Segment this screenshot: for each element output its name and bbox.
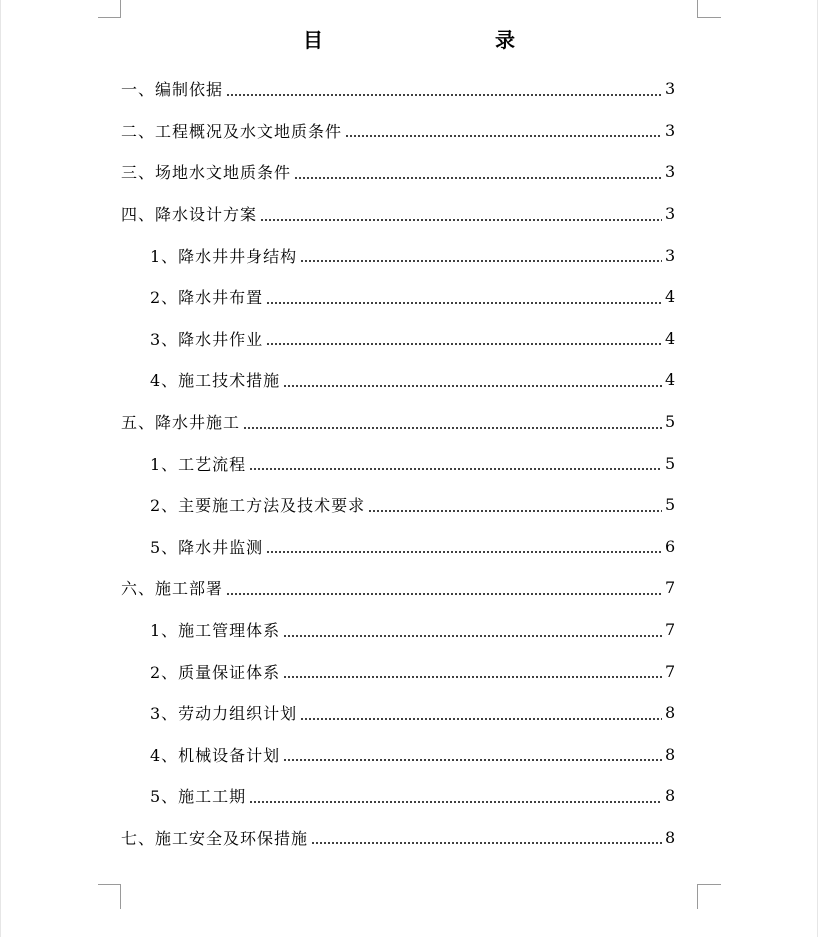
- toc-dot-leader: [345, 135, 662, 137]
- toc-entry[interactable]: [121, 401, 675, 443]
- toc-dot-leader: [300, 718, 662, 720]
- toc-dot-leader: [294, 177, 662, 179]
- toc-entry-page: 5: [665, 412, 676, 432]
- toc-entry-label: 3、降水井作业: [150, 329, 264, 349]
- toc-dot-leader: [283, 385, 662, 387]
- toc-entry-page: 3: [665, 120, 676, 140]
- toc-entry-page: 3: [665, 204, 676, 224]
- toc-entry-page: 7: [665, 661, 676, 681]
- toc-dot-leader: [249, 801, 662, 803]
- toc-dot-leader: [283, 759, 662, 761]
- toc-subentry[interactable]: [121, 775, 675, 817]
- toc-entry-label: 2、主要施工方法及技术要求: [150, 496, 366, 516]
- toc-subentry[interactable]: [121, 276, 675, 318]
- toc-entry-label: 5、施工工期: [150, 787, 247, 807]
- page-title-char-1: 目: [303, 28, 323, 52]
- toc-entry-page: 5: [665, 453, 676, 473]
- toc-entry-page: 4: [665, 287, 676, 307]
- toc-entry-page: 7: [665, 620, 676, 640]
- toc-subentry[interactable]: [121, 650, 675, 692]
- toc-dot-leader: [260, 219, 662, 221]
- toc-entry-page: 8: [665, 744, 676, 764]
- toc-entry-label: 三、场地水文地质条件: [121, 163, 292, 183]
- toc-entry-label: 5、降水井监测: [150, 537, 264, 557]
- toc-entry-page: 7: [665, 578, 676, 598]
- toc-subentry[interactable]: [121, 692, 675, 734]
- toc-entry-page: 3: [665, 79, 676, 99]
- crop-mark-bottom-left: [98, 884, 121, 909]
- toc-dot-leader: [243, 427, 662, 429]
- toc-dot-leader: [226, 593, 662, 595]
- toc-entry-page: 8: [665, 786, 676, 806]
- toc-dot-leader: [283, 635, 662, 637]
- toc-entry-label: 七、施工安全及环保措施: [121, 828, 309, 848]
- toc-entry[interactable]: [121, 110, 675, 152]
- toc-entry-label: 1、施工管理体系: [150, 621, 281, 641]
- toc-entry-label: 2、质量保证体系: [150, 662, 281, 682]
- toc-entry-label: 五、降水井施工: [121, 413, 241, 433]
- toc-entry-label: 二、工程概况及水文地质条件: [121, 121, 343, 141]
- toc-dot-leader: [311, 842, 662, 844]
- toc-entry-label: 2、降水井布置: [150, 288, 264, 308]
- toc-entry-page: 4: [665, 328, 676, 348]
- page-title-char-2: 录: [495, 28, 515, 52]
- toc-entry-label: 4、施工技术措施: [150, 371, 281, 391]
- toc-entry-label: 四、降水设计方案: [121, 205, 258, 225]
- toc-subentry[interactable]: [121, 442, 675, 484]
- toc-dot-leader: [226, 94, 662, 96]
- toc-entry-label: 1、工艺流程: [150, 454, 247, 474]
- toc-entry-page: 8: [665, 827, 676, 847]
- toc-subentry[interactable]: [121, 318, 675, 360]
- toc-entry-label: 六、施工部署: [121, 579, 224, 599]
- toc-subentry[interactable]: [121, 234, 675, 276]
- crop-mark-top-right: [697, 0, 721, 18]
- toc-dot-leader: [300, 260, 662, 262]
- toc-dot-leader: [266, 343, 662, 345]
- toc-dot-leader: [249, 468, 662, 470]
- toc-entry-label: 4、机械设备计划: [150, 745, 281, 765]
- toc-dot-leader: [266, 551, 662, 553]
- toc-subentry[interactable]: [121, 526, 675, 568]
- toc-entry[interactable]: [121, 151, 675, 193]
- toc-entry-page: 6: [665, 536, 676, 556]
- toc-dot-leader: [283, 676, 662, 678]
- crop-mark-top-left: [98, 0, 121, 18]
- table-of-contents: [121, 68, 675, 858]
- toc-subentry[interactable]: [121, 359, 675, 401]
- toc-entry[interactable]: [121, 567, 675, 609]
- toc-entry[interactable]: [121, 68, 675, 110]
- toc-dot-leader: [266, 302, 662, 304]
- toc-subentry[interactable]: [121, 609, 675, 651]
- toc-dot-leader: [368, 510, 662, 512]
- page-edge-left: [0, 0, 1, 937]
- toc-entry[interactable]: [121, 193, 675, 235]
- toc-entry-label: 3、劳动力组织计划: [150, 704, 298, 724]
- toc-entry-label: 一、编制依据: [121, 80, 224, 100]
- toc-entry-page: 4: [665, 370, 676, 390]
- toc-subentry[interactable]: [121, 734, 675, 776]
- toc-entry-page: 8: [665, 703, 676, 723]
- page-title: [300, 27, 518, 53]
- toc-entry-page: 5: [665, 495, 676, 515]
- crop-mark-bottom-right: [697, 884, 721, 909]
- toc-entry-page: 3: [665, 162, 676, 182]
- toc-entry[interactable]: [121, 817, 675, 859]
- toc-entry-page: 3: [665, 245, 676, 265]
- toc-entry-label: 1、降水井井身结构: [150, 246, 298, 266]
- toc-subentry[interactable]: [121, 484, 675, 526]
